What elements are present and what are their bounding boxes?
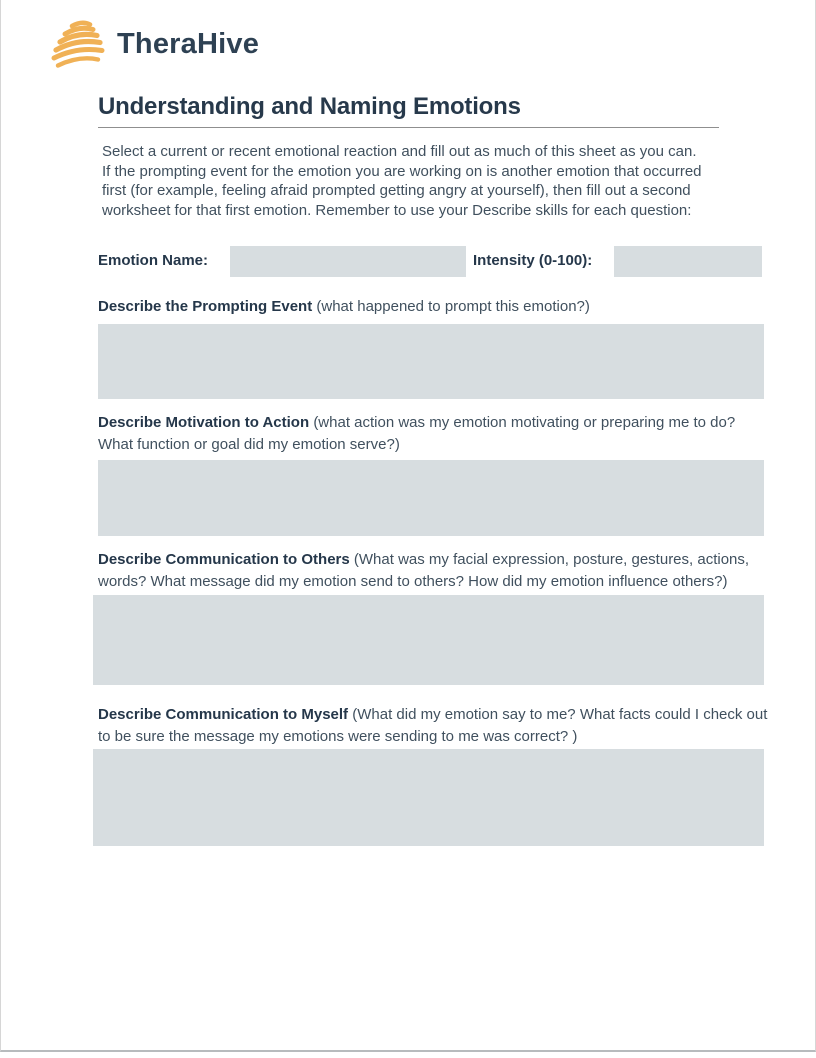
intro-text: Select a current or recent emotional reaction and fill out as much of this sheet as you can. If the prompting event for the emotion you are working on is another emotion that occurred first (for example, feeling afraid prompted getting angry at yourself), then fill out a second worksheet for that first emotion. Remember to use your Describe skills for each question: [102,143,702,219]
section-title: Describe Motivation to Action [98,414,310,432]
section-communication-to-myself [98,704,769,846]
section-hint: (What did my emotion say to me? What facts could I check out to be sure the message my emotions were sending to me was correct? ) [98,706,768,746]
section-heading [98,704,769,748]
worksheet-content [98,92,769,846]
hive-logo-icon [45,18,107,70]
section-title: Describe the Prompting Event [98,298,313,316]
intensity-label: Intensity (0-100): [473,252,593,270]
emotion-name-label: Emotion Name: [98,252,209,270]
section-hint: (What was my facial expression, posture, gestures, actions, words? What message did my emotion send to others? How did my emotion influence others?) [98,551,750,591]
emotion-name-input[interactable] [230,246,466,277]
communication-to-others-input[interactable] [93,595,764,685]
section-title: Describe Communication to Myself [98,706,349,724]
section-heading [98,412,769,456]
prompting-event-input[interactable] [98,324,764,399]
title-divider [98,127,719,128]
section-communication-to-others [98,549,769,685]
section-heading [98,296,769,318]
section-prompting-event [98,296,769,399]
communication-to-myself-input[interactable] [93,749,764,846]
section-title: Describe Communication to Others [98,551,350,569]
brand-name: TheraHive [117,27,260,60]
section-hint: (what happened to prompt this emotion?) [316,298,590,316]
motivation-to-action-input[interactable] [98,460,764,536]
brand-header [45,18,815,70]
section-heading [98,549,769,593]
section-hint: (what action was my emotion motivating or preparing me to do? What function or goal did my emotion serve?) [98,414,736,454]
emotion-name-row [98,246,769,277]
intensity-input[interactable] [614,246,762,277]
page-title: Understanding and Naming Emotions [98,93,521,120]
section-motivation-to-action [98,412,769,536]
